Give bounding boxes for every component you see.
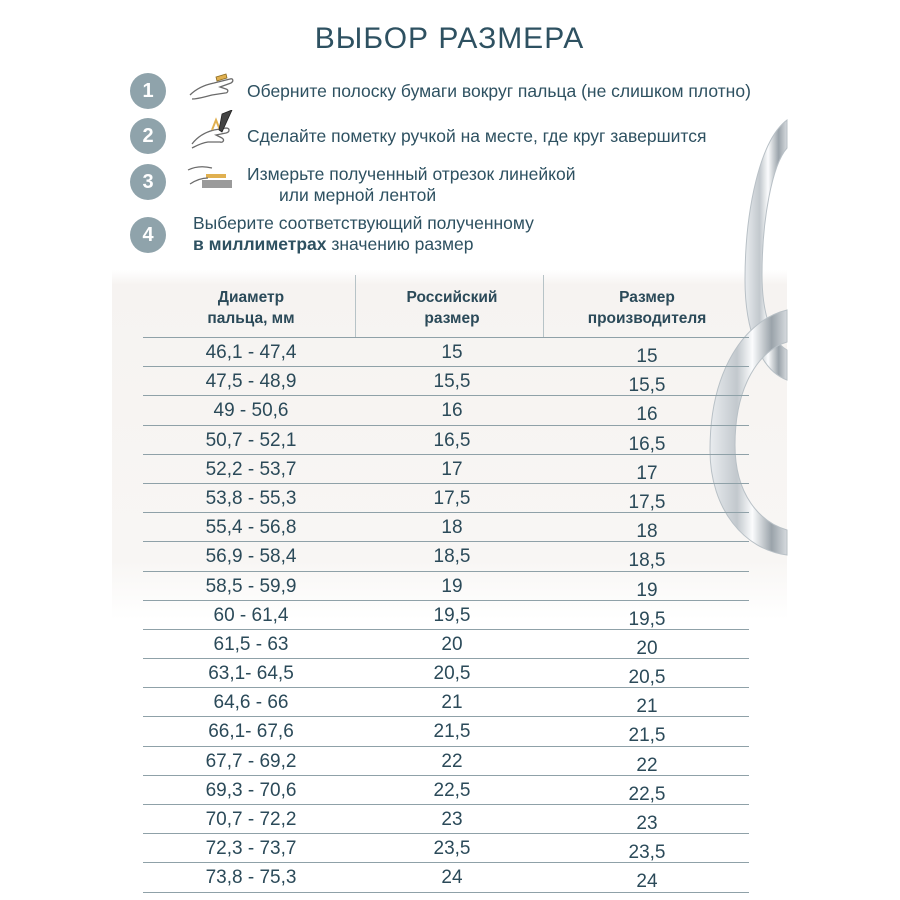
table-row (143, 746, 749, 775)
russian-size-cell: 16,5 (433, 429, 471, 451)
hand-pen-icon (186, 110, 236, 154)
table-row (143, 804, 749, 833)
step-3-line-2: или мерной лентой (279, 185, 437, 205)
diameter-cell: 61,5 - 63 (213, 633, 289, 655)
diameter-cell: 52,2 - 53,7 (205, 458, 297, 480)
diameter-cell: 58,5 - 59,9 (205, 575, 297, 597)
diameter-cell: 47,5 - 48,9 (205, 371, 297, 393)
table-row (143, 600, 749, 629)
manufacturer-size-cell: 21,5 (628, 725, 666, 747)
manufacturer-size-cell: 16,5 (628, 433, 666, 455)
russian-size-cell: 24 (441, 867, 463, 889)
table-body (143, 337, 749, 893)
russian-size-cell: 17,5 (433, 487, 471, 509)
russian-size-cell: 18 (441, 517, 463, 539)
manufacturer-size-cell: 19,5 (628, 608, 666, 630)
header-russian-size: Российский размер (406, 289, 498, 327)
manufacturer-size-cell: 17,5 (628, 491, 666, 513)
table-row (143, 658, 749, 687)
step-2-text: Сделайте пометку ручкой на месте, где круг завершится (247, 126, 707, 146)
manufacturer-size-cell: 18 (636, 521, 658, 543)
russian-size-cell: 15,5 (433, 371, 471, 393)
diameter-cell: 64,6 - 66 (213, 692, 289, 714)
manufacturer-size-cell: 20,5 (628, 667, 666, 689)
step-number-badge: 2 (130, 118, 166, 154)
header-manufacturer-size: Размер производителя (587, 289, 707, 327)
table-row (143, 862, 749, 892)
step-3-text (247, 164, 575, 206)
diameter-cell: 69,3 - 70,6 (205, 779, 297, 801)
step-4 (130, 213, 790, 261)
russian-size-cell: 22 (441, 750, 463, 772)
table-row (143, 629, 749, 658)
russian-size-cell: 20,5 (433, 663, 471, 685)
header-diameter: Диаметр пальца, мм (207, 289, 295, 327)
diameter-cell: 60 - 61,4 (213, 604, 289, 626)
step-number-badge: 3 (130, 164, 166, 200)
table-row (143, 512, 749, 541)
step-4-line-2 (193, 234, 534, 255)
diameter-cell: 66,1- 67,6 (208, 721, 294, 743)
step-4-line-1: Выберите соответствующий полученному (193, 213, 534, 233)
table-row (143, 833, 749, 862)
table-row (143, 366, 749, 395)
step-number-badge: 4 (130, 217, 166, 253)
manufacturer-size-cell: 23,5 (628, 842, 666, 864)
table-row (143, 775, 749, 804)
manufacturer-size-cell: 24 (636, 871, 658, 893)
hand-wrap-icon (186, 65, 236, 105)
russian-size-cell: 15 (441, 342, 463, 363)
russian-size-cell: 20 (441, 633, 463, 655)
russian-size-cell: 22,5 (433, 779, 471, 801)
column-divider (543, 275, 544, 337)
ruler-hand-icon (186, 156, 238, 196)
manufacturer-size-cell: 18,5 (628, 550, 666, 572)
diameter-cell: 55,4 - 56,8 (205, 517, 297, 539)
manufacturer-size-cell: 23 (636, 813, 658, 834)
table-row (143, 483, 749, 512)
diameter-cell: 63,1- 64,5 (208, 663, 294, 685)
russian-size-cell: 17 (441, 458, 463, 480)
step-1-text: Оберните полоску бумаги вокруг пальца (не слишком плотно) (247, 81, 751, 101)
diameter-cell: 46,1 - 47,4 (205, 342, 297, 363)
manufacturer-size-cell: 17 (636, 462, 658, 484)
step-number-badge: 1 (130, 73, 166, 109)
russian-size-cell: 16 (441, 400, 463, 422)
russian-size-cell: 21 (441, 692, 463, 714)
step-3-line-1: Измерьте полученный отрезок линейкой (247, 164, 576, 184)
table-header (143, 275, 749, 337)
manufacturer-size-cell: 20 (636, 637, 658, 659)
manufacturer-size-cell: 22,5 (628, 783, 666, 805)
table-row (143, 395, 749, 424)
table-row (143, 687, 749, 716)
diameter-cell: 67,7 - 69,2 (205, 750, 297, 772)
column-divider (355, 275, 356, 337)
diameter-cell: 50,7 - 52,1 (205, 429, 297, 451)
table-row (143, 425, 749, 454)
diameter-cell: 53,8 - 55,3 (205, 487, 297, 509)
table-row (143, 541, 749, 570)
diameter-cell: 56,9 - 58,4 (205, 546, 297, 568)
step-4-text (193, 213, 534, 255)
table-row (143, 454, 749, 483)
table-row (143, 571, 749, 600)
russian-size-cell: 23,5 (433, 838, 471, 860)
diameter-cell: 49 - 50,6 (213, 400, 289, 422)
diameter-cell: 70,7 - 72,2 (205, 809, 297, 830)
page-title: ВЫБОР РАЗМЕРА (314, 22, 585, 55)
russian-size-cell: 21,5 (433, 721, 471, 743)
manufacturer-size-cell: 19 (636, 579, 658, 601)
russian-size-cell: 18,5 (433, 546, 471, 568)
size-table (143, 275, 749, 893)
russian-size-cell: 23 (441, 809, 463, 830)
manufacturer-size-cell: 15 (636, 346, 658, 367)
manufacturer-size-cell: 21 (636, 696, 658, 718)
manufacturer-size-cell: 15,5 (628, 375, 666, 397)
table-row (143, 337, 749, 366)
step-4-rest: значению размер (326, 234, 474, 254)
step-4-emphasis: в миллиметрах (193, 234, 327, 254)
diameter-cell: 72,3 - 73,7 (205, 838, 297, 860)
manufacturer-size-cell: 16 (636, 404, 658, 426)
step-3 (130, 164, 790, 208)
diameter-cell: 73,8 - 75,3 (205, 867, 297, 889)
table-row (143, 716, 749, 745)
manufacturer-size-cell: 22 (636, 754, 658, 776)
russian-size-cell: 19,5 (433, 604, 471, 626)
russian-size-cell: 19 (441, 575, 463, 597)
